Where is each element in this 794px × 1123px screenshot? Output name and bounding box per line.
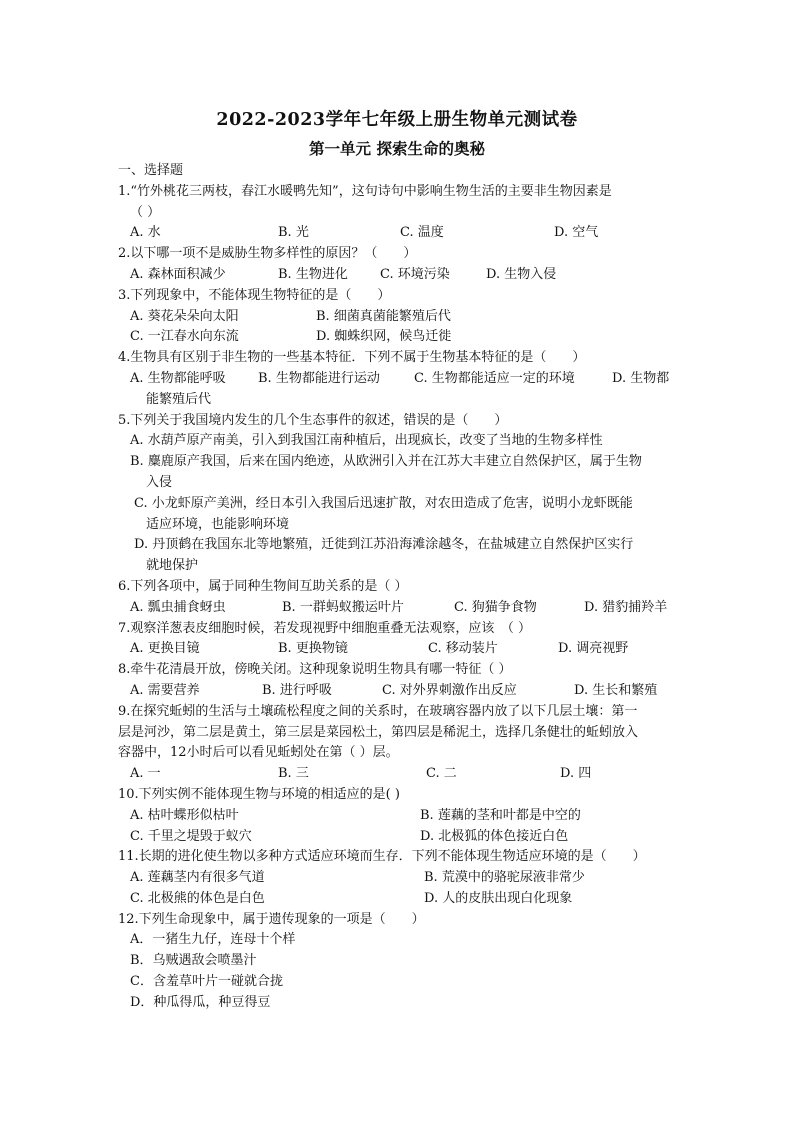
option-row	[118, 307, 678, 328]
question-stem: 层是河沙，第二层是黄土，第三层是菜园松土，第四层是稀泥土，选择几条健壮的蚯蚓放入	[118, 724, 639, 740]
option: A. 水	[130, 225, 161, 241]
option-row	[118, 889, 678, 910]
question-stem: 7.观察洋葱表皮细胞时候，若发现视野中细胞重叠无法观察，应该 （ ）	[118, 620, 532, 636]
option: D. 空气	[554, 225, 599, 241]
option-continuation: 能繁殖后代	[146, 391, 212, 407]
option: C. 生物都能适应一定的环境	[414, 370, 575, 386]
option: B. 光	[278, 225, 309, 241]
option: A. 瓢虫捕食蚜虫	[130, 599, 226, 615]
option: B. 更换物镜	[278, 641, 348, 657]
option: D. 四	[560, 766, 592, 782]
option: A. 森林面积减少	[130, 266, 226, 282]
option: D. 生长和繁殖	[574, 682, 658, 698]
question-stem: 12.下列生命现象中，属于遗传现象的一项是（ ）	[118, 911, 425, 927]
option: A. 一	[130, 766, 161, 782]
question-stem: 6.下列各项中，属于同种生物间互助关系的是（ ）	[118, 578, 408, 594]
option: A. 生物都能呼吸	[130, 370, 226, 386]
option-row	[118, 868, 678, 889]
option-continuation: 适应环境，也能影响环境	[146, 516, 290, 532]
question-stem: 5.下列关于我国境内发生的几个生态事件的叙述，错误的是（ ）	[118, 412, 508, 428]
option-row	[118, 639, 678, 660]
option: B．乌贼遇敌会喷墨汁	[130, 953, 257, 969]
question-stem: （ ）	[130, 204, 161, 220]
option: D. 生物入侵	[486, 266, 557, 282]
option: A. 水葫芦原产南美，引入到我国江南种植后，出现疯长，改变了当地的生物多样性	[130, 433, 603, 449]
question-stem: 4.生物具有区别于非生物的一些基本特征．下列不属于生物基本特征的是（ ）	[118, 350, 586, 366]
option: B. 麋鹿原产我国，后来在国内绝迹，从欧洲引入并在江苏大丰建立自然保护区，属于生物	[130, 454, 642, 470]
option: A. 枯叶蝶形似枯叶	[130, 807, 239, 823]
question-stem: 容器中，12小时后可以看见蚯蚓处在第（ ）层。	[118, 745, 399, 761]
option: C．含羞草叶片一碰就合拢	[130, 974, 283, 990]
question-stem: 9.在探究蚯蚓的生活与土壤疏松程度之间的关系时，在玻璃容器内放了以下几层土壤：第一	[118, 703, 638, 719]
option: D. 蜘蛛织网，候鸟迁徙	[316, 329, 452, 345]
option: D. 丹顶鹤在我国东北等地繁殖，迁徙到江苏沿海滩涂越冬，在盐城建立自然保护区实行	[134, 537, 634, 553]
option: C. 狗猫争食物	[454, 599, 537, 615]
option-row	[118, 681, 678, 702]
option: D．种瓜得瓜，种豆得豆	[130, 994, 271, 1010]
page-title: 2022-2023学年七年级上册生物单元测试卷	[216, 110, 578, 130]
option-row	[118, 327, 678, 348]
option: B. 细菌真菌能繁殖后代	[316, 308, 451, 324]
question-stem: 8.牵牛花清晨开放，傍晚关闭。这种现象说明生物具有哪一特征（ ）	[118, 662, 512, 678]
option-continuation: 就地保护	[146, 558, 199, 574]
option-row	[118, 223, 678, 244]
option: B. 生物都能进行运动	[258, 370, 380, 386]
question-stem: 1.“竹外桃花三两枝，春江水暖鸭先知”，这句诗句中影响生物生活的主要非生物因素是	[118, 183, 612, 199]
question-stem: 10.下列实例不能体现生物与环境的相适应的是( )	[118, 786, 400, 802]
option-row	[118, 598, 678, 619]
question-list	[118, 161, 678, 1014]
option: C. 千里之堤毁于蚁穴	[130, 828, 252, 844]
option: C. 对外界刺激作出反应	[382, 682, 517, 698]
option: B. 一群蚂蚁搬运叶片	[282, 599, 404, 615]
option: A. 更换目镜	[130, 641, 200, 657]
option: D. 生物都	[612, 370, 670, 386]
section-heading: 一、选择题	[118, 163, 184, 178]
question-stem: 3.下列现象中，不能体现生物特征的是（ ）	[118, 287, 391, 303]
option: C. 一江春水向东流	[130, 329, 239, 345]
option: B. 荒漠中的骆驼尿液非常少	[424, 870, 585, 886]
option: D. 调亮视野	[558, 641, 629, 657]
option: D. 人的皮肤出现白化现象	[424, 890, 573, 906]
option: C. 环境污染	[380, 266, 450, 282]
option: A. 葵花朵朵向太阳	[130, 308, 239, 324]
option: C. 移动装片	[428, 641, 498, 657]
option: B. 生物进化	[278, 266, 348, 282]
option: D. 北极狐的体色接近白色	[420, 828, 569, 844]
option-row	[118, 806, 678, 827]
option-row	[118, 827, 678, 848]
option: A. 需要营养	[130, 682, 200, 698]
option: B. 三	[278, 766, 309, 782]
page-subtitle: 第一单元 探索生命的奥秘	[309, 139, 485, 158]
option: C. 温度	[400, 225, 444, 241]
option: B. 莲藕的茎和叶都是中空的	[420, 807, 581, 823]
option-continuation: 入侵	[146, 474, 173, 490]
option: C. 北极熊的体色是白色	[130, 890, 265, 906]
option: A. 莲藕茎内有很多气道	[130, 870, 265, 886]
option: C. 二	[426, 766, 457, 782]
option: D. 猎豹捕羚羊	[584, 599, 668, 615]
option-row	[118, 369, 678, 390]
option-row	[118, 265, 678, 286]
option: C. 小龙虾原产美洲，经日本引入我国后迅速扩散，对农田造成了危害，说明小龙虾既能	[134, 495, 633, 511]
option: B. 进行呼吸	[262, 682, 332, 698]
option-row	[118, 764, 678, 785]
question-stem: 11.长期的进化使生物以多种方式适应环境而生存．下列不能体现生物适应环境的是（ ）	[118, 849, 646, 865]
question-stem: 2.以下哪一项不是威胁生物多样性的原因？（ ）	[118, 246, 417, 262]
option: A．一猪生九仔，连母十个样	[130, 932, 296, 948]
